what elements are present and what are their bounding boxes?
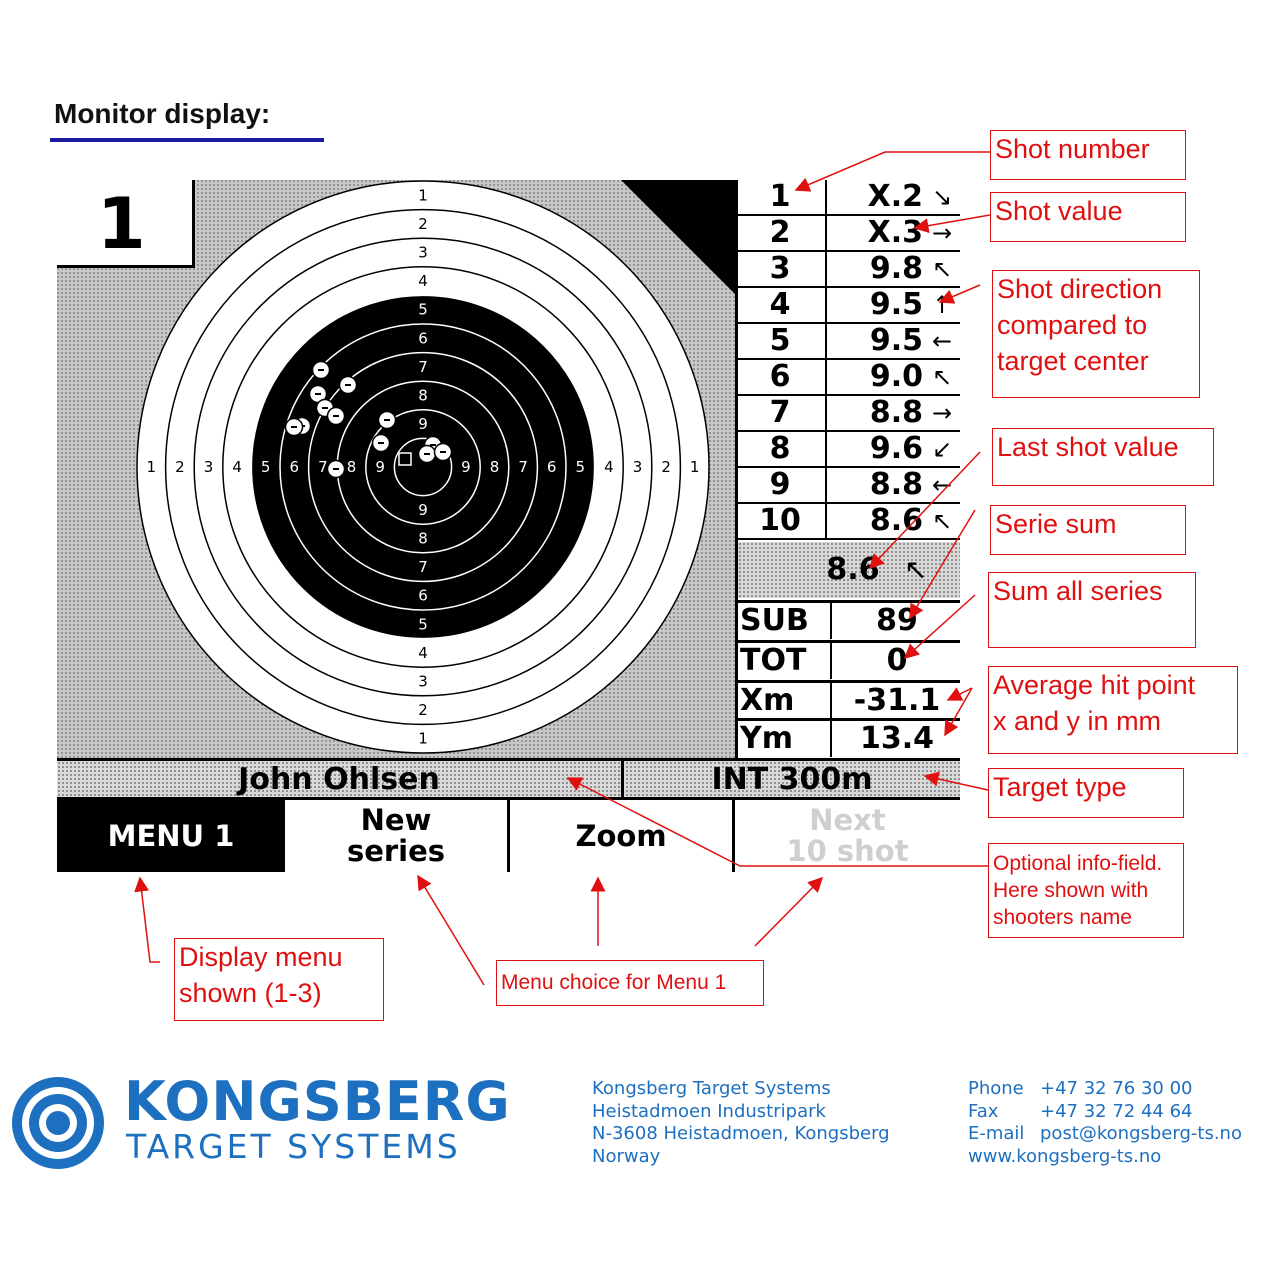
ring-label: 3 — [632, 458, 643, 476]
shot-hit-dot — [333, 415, 339, 417]
ring-label: 7 — [518, 458, 528, 476]
address-line: Heistadmoen Industripark — [592, 1100, 826, 1122]
shot-number: 3 — [769, 251, 791, 286]
zoom-button[interactable]: Zoom — [510, 800, 735, 872]
ring-label: 1 — [146, 458, 157, 476]
ring-label: 4 — [418, 272, 428, 291]
ring-label: 1 — [418, 729, 428, 748]
ring-label: 9 — [418, 415, 428, 434]
shot-value: 9.5 — [869, 323, 923, 358]
website-link[interactable]: www.kongsberg-ts.no — [968, 1145, 1162, 1167]
shot-direction-icon: ↑ — [931, 291, 953, 319]
lane-number: 1 — [57, 180, 195, 268]
shot-value: 8.6 — [869, 503, 923, 538]
company-address — [592, 1078, 890, 1168]
shot-hit-dot — [378, 442, 384, 444]
shot-hit-dot — [291, 426, 297, 428]
annotation-menu-choice: Menu choice for Menu 1 — [496, 960, 764, 1006]
shot-row — [735, 288, 960, 324]
target-type: INT 300m — [711, 762, 873, 797]
ring-label: 3 — [203, 458, 214, 476]
phone-label: Phone — [968, 1078, 1024, 1099]
shot-value: 9.6 — [869, 431, 923, 466]
address-line: Kongsberg Target Systems — [592, 1078, 831, 1099]
shot-hit-dot — [333, 468, 339, 470]
shot-direction-icon: ↖ — [931, 255, 953, 283]
ym-row — [738, 718, 960, 758]
ring-label: 9 — [418, 500, 428, 519]
phone-number: +47 32 76 30 00 — [1040, 1078, 1193, 1099]
page-heading: Monitor display: — [54, 98, 271, 129]
shot-row — [735, 216, 960, 252]
shot-hit-dot — [440, 451, 446, 453]
ring-label: 5 — [575, 458, 586, 476]
shot-number: 9 — [769, 467, 791, 502]
ring-label: 2 — [175, 458, 185, 476]
ring-label: 8 — [346, 458, 357, 476]
fax-label: Fax — [968, 1100, 999, 1122]
sub-label: SUB — [740, 603, 809, 638]
table-divider — [825, 180, 827, 540]
shot-hit-dot — [315, 393, 321, 395]
shot-row — [735, 396, 960, 432]
shot-number: 2 — [769, 215, 791, 250]
annotation-shot-value: Shot value — [990, 192, 1186, 242]
ring-label: 6 — [418, 329, 428, 348]
shot-direction-icon: ← — [931, 471, 953, 499]
ring-label: 4 — [418, 643, 428, 662]
shot-number: 4 — [769, 287, 791, 322]
ring-label: 2 — [418, 214, 428, 233]
company-contact — [968, 1078, 1242, 1168]
tot-value: 0 — [830, 643, 962, 679]
shot-direction-icon: → — [931, 399, 953, 427]
shot-value: X.2 — [867, 179, 923, 214]
ym-value: 13.4 — [830, 721, 962, 757]
shot-number: 5 — [769, 323, 791, 358]
shot-row — [735, 252, 960, 288]
ring-label: 2 — [418, 701, 428, 720]
ring-label: 6 — [418, 586, 428, 605]
address-line: N-3608 Heistadmoen, Kongsberg — [592, 1123, 890, 1144]
annotation-shot-direction: Shot direction compared to target center — [992, 270, 1200, 398]
shooter-name: John Ohlsen — [238, 762, 440, 797]
brand-subtitle: TARGET SYSTEMS — [126, 1127, 461, 1166]
shot-direction-icon: → — [931, 219, 953, 247]
ym-label: Ym — [740, 721, 793, 756]
shot-value: 9.5 — [869, 287, 923, 322]
xm-label: Xm — [740, 683, 795, 718]
annotation-display-menu: Display menu shown (1-3) — [174, 938, 384, 1021]
annotation-last-shot-value: Last shot value — [992, 428, 1214, 486]
ring-label: 2 — [661, 458, 671, 476]
shot-row — [735, 324, 960, 360]
tot-label: TOT — [740, 643, 807, 678]
last-shot-direction-icon: ↖ — [904, 554, 928, 585]
shot-number: 10 — [759, 503, 801, 538]
shot-direction-icon: ← — [931, 327, 953, 355]
shot-row — [735, 180, 960, 216]
fax-number: +47 32 72 44 64 — [1040, 1100, 1193, 1122]
last-shot-value: 8.6 — [826, 552, 880, 587]
ring-label: 6 — [289, 458, 300, 476]
annotation-sum-all-series: Sum all series — [988, 572, 1196, 648]
shot-number: 7 — [769, 395, 791, 430]
address-line: Norway — [592, 1145, 661, 1167]
ring-label: 8 — [418, 386, 428, 405]
menu-1-button[interactable]: MENU 1 — [57, 800, 285, 872]
shot-hit-dot — [345, 384, 351, 386]
annotation-average-hit: Average hit point x and y in mm — [988, 666, 1238, 754]
status-bar — [57, 758, 960, 800]
ring-label: 4 — [604, 458, 614, 476]
shot-value: 8.8 — [869, 395, 923, 430]
ring-label: 7 — [418, 558, 428, 577]
next-10-shot-button[interactable]: Next 10 shot — [786, 803, 909, 868]
shot-hit-dot — [318, 369, 324, 371]
ring-label: 8 — [418, 529, 428, 548]
ring-label: 3 — [418, 672, 428, 691]
last-shot-field — [738, 542, 960, 598]
ring-label: 9 — [461, 458, 471, 476]
ring-label: 6 — [546, 458, 557, 476]
shot-value: 8.8 — [869, 467, 923, 502]
shot-hit-dot — [322, 407, 328, 409]
xm-value: -31.1 — [830, 683, 962, 719]
annotation-target-type: Target type — [988, 768, 1184, 818]
kongsberg-logo-icon — [10, 1075, 106, 1171]
shot-direction-icon: ↘ — [931, 183, 953, 211]
ring-label: 1 — [418, 186, 428, 205]
shot-direction-icon: ↖ — [931, 363, 953, 391]
shot-direction-icon: ↙ — [931, 435, 953, 463]
sub-row — [738, 600, 960, 640]
ring-label: 5 — [260, 458, 271, 476]
shot-row — [735, 432, 960, 468]
shot-value: X.3 — [867, 215, 923, 250]
shot-value: 9.8 — [869, 251, 923, 286]
ring-label: 7 — [318, 458, 328, 476]
ring-label: 5 — [418, 300, 428, 319]
heading-underline — [50, 138, 324, 142]
ring-label: 7 — [418, 357, 428, 376]
shot-direction-icon: ↖ — [931, 507, 953, 535]
annotation-shot-number: Shot number — [990, 130, 1186, 180]
shot-number: 1 — [769, 179, 791, 214]
shot-number: 8 — [769, 431, 791, 466]
shot-hit-dot — [424, 453, 430, 455]
shot-row — [735, 504, 960, 540]
annotation-optional-info: Optional info-field. Here shown with shooters name — [988, 843, 1184, 938]
ring-label: 1 — [689, 458, 700, 476]
email-link[interactable]: post@kongsberg-ts.no — [1040, 1123, 1242, 1144]
email-label: E-mail — [968, 1123, 1025, 1144]
shot-hit-dot — [384, 419, 390, 421]
ring-label: 8 — [489, 458, 500, 476]
new-series-button[interactable]: New series — [285, 800, 510, 872]
sub-value: 89 — [830, 603, 962, 639]
annotation-serie-sum: Serie sum — [990, 505, 1186, 555]
xm-row — [738, 680, 960, 720]
tot-row — [738, 640, 960, 680]
ring-label: 4 — [232, 458, 242, 476]
ring-label: 5 — [418, 615, 428, 634]
ring-label: 9 — [375, 458, 385, 476]
shot-row — [735, 468, 960, 504]
shot-row — [735, 360, 960, 396]
shot-value: 9.0 — [869, 359, 923, 394]
brand-name: KONGSBERG — [124, 1070, 511, 1133]
ring-label: 3 — [418, 243, 428, 262]
shot-number: 6 — [769, 359, 791, 394]
